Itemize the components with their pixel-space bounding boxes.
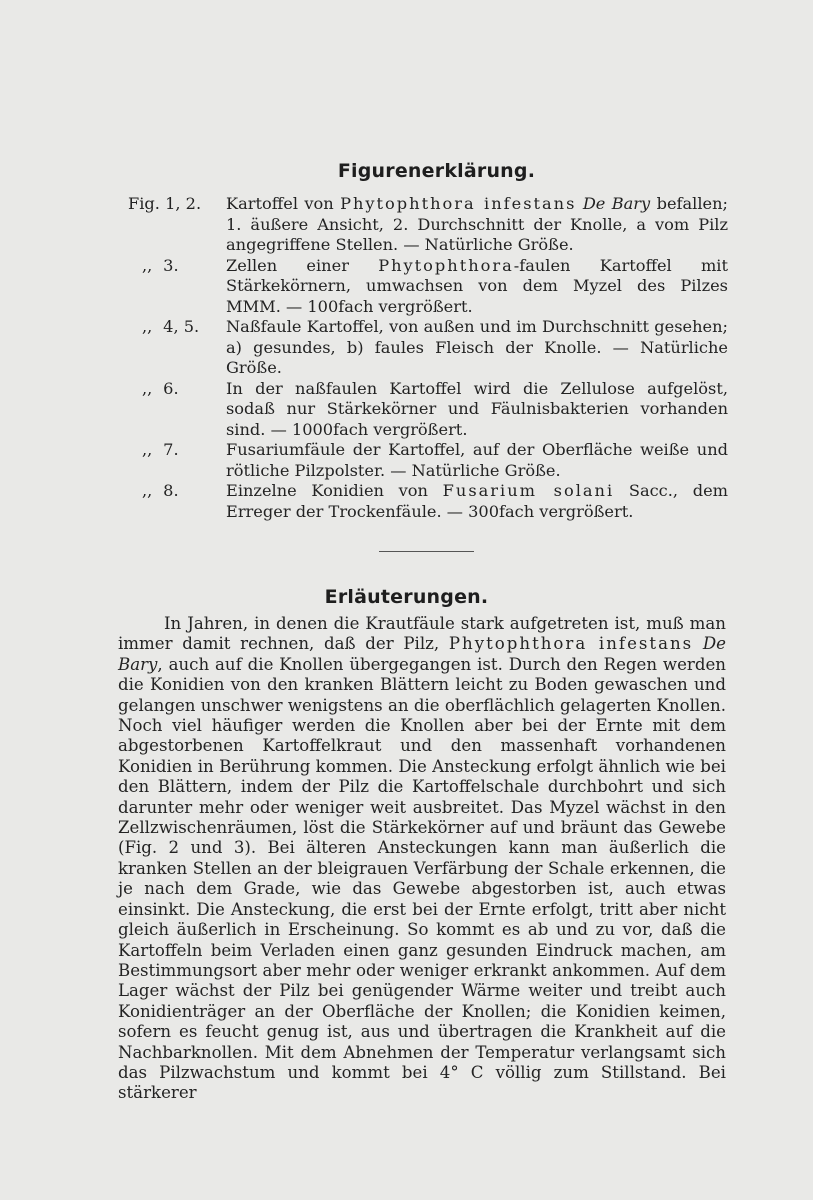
caption-text: Sacc., dem Erreger der Trockenfäule. — 300fach vergrößert. (226, 481, 729, 521)
figure-number: 1, 2. (165, 194, 202, 213)
figure-number: 8. (163, 481, 179, 500)
figure-caption (226, 256, 728, 318)
caption-text: Einzelne Konidien von (226, 481, 443, 500)
figure-entry-7 (128, 440, 728, 481)
figure-entry-8 (128, 481, 728, 522)
figure-label (128, 481, 226, 522)
species-name: Fusarium solani (442, 481, 615, 500)
figure-label (128, 379, 226, 441)
figure-caption: Naßfaule Kartoffel, von außen und im Durchschnitt gesehen; a) gesundes, b) faules Fleisch der Knolle. — Natürliche Größe. (226, 317, 728, 377)
species-name: Phytophthora infestans (340, 194, 577, 213)
ditto-mark: ,, (142, 317, 153, 336)
section-divider (379, 551, 474, 552)
ditto-mark: ,, (142, 255, 153, 275)
figure-caption: In der naßfaulen Kartoffel wird die Zellulose aufgelöst, sodaß nur Stärkekörner und Fäulnisbakterien vorhanden sind. — 1000fach vergrößert. (226, 378, 728, 439)
figure-entry-4-5 (128, 317, 728, 379)
caption-text: -faulen Kartoffel mit Stärkekörnern, umwachsen von dem Myzel des Pilzes MMM. — 100fach vergrößert. (226, 255, 728, 316)
caption-text: befallen; 1. äußere Ansicht, 2. Durchschnitt der Knolle, a vom Pilz angegriffene Stellen. — Natürliche Größe. (226, 194, 728, 254)
figure-number: 6. (163, 378, 179, 398)
figure-number: 4, 5. (163, 317, 200, 336)
ditto-mark: ,, (142, 440, 153, 459)
figure-legend-heading: Figurenerklärung. (337, 160, 536, 182)
explanations-body (118, 614, 726, 1104)
figure-label (128, 317, 226, 379)
species-name: Phytophthora (378, 255, 514, 275)
ditto-mark: ,, (142, 481, 153, 500)
body-paragraph (118, 614, 726, 1104)
species-author: De Bary (118, 634, 726, 674)
figure-number: 7. (163, 440, 179, 459)
figure-label (128, 440, 226, 481)
figure-caption: Fusariumfäule der Kartoffel, auf der Oberfläche weiße und rötliche Pilzpolster. — Natürliche Größe. (226, 440, 728, 480)
figure-legend-list (128, 194, 728, 522)
body-text-part: , auch auf die Knollen übergegangen ist. Durch den Regen werden die Konidien von den kranken Blättern leicht zu Boden gewaschen und gelangen unschwer wenigstens an die oberflächlich gelagerten Knollen. Noch viel häufiger werden die Knollen aber bei der Ernte mit dem abgestorbenen Kartoffelkraut und den massenhaft vorhandenen Konidien in Berührung kommen. Die Ansteckung erfolgt ähnlich wie bei den Blättern, indem der Pilz die Kartoffelschale durchbohrt und sich darunter mehr oder weniger weit ausbreitet. Das Myzel wächst in den Zellzwischenräumen, löst die Stärkekörner auf und bräunt das Gewebe (Fig. 2 und 3). Bei älteren Ansteckungen kann man äußerlich die kranken Stellen an der bleigrauen Verfärbung der Schale erkennen, die je nach dem Grade, wie das Gewebe abgestorben ist, auch etwas einsinkt. Die Ansteckung, die erst bei der Ernte erfolgt, tritt aber nicht gleich äußerlich in Erscheinung. So kommt es ab und zu vor, daß die Kartoffeln beim Verladen einen ganz gesunden Eindruck machen, am Bestimmungsort aber mehr oder weniger erkrankt ankommen. Auf dem Lager wächst der Pilz bei genügender Wärme weiter und treibt auch Konidienträger an der Oberfläche der Knollen; die Konidien keimen, sofern es feucht genug ist, aus und übertragen die Krankheit auf die Nachbarknollen. Mit dem Abnehmen der Temperatur verlangsamt sich das Pilzwachstum und kommt bei 4° C völlig zum Stillstand. Bei stärkerer (118, 654, 726, 1103)
species-name: Phytophthora infestans (448, 634, 694, 654)
figure-prefix: Fig. (128, 194, 160, 213)
species-author: De Bary (582, 194, 651, 213)
caption-text: Kartoffel von (226, 194, 341, 213)
figure-label (128, 194, 226, 256)
figure-label (128, 256, 226, 318)
explanations-heading: Erläuterungen. (324, 586, 489, 608)
figure-number: 3. (163, 255, 179, 275)
ditto-mark: ,, (142, 378, 153, 398)
body-text-part: In Jahren, in denen die Krautfäule stark aufgetreten ist, muß man immer damit rechnen, daß der Pilz, (118, 614, 726, 654)
figure-caption (226, 194, 728, 256)
figure-caption (226, 481, 728, 522)
figure-entry-1-2 (128, 194, 728, 256)
figure-entry-3 (128, 256, 728, 318)
figure-entry-6 (128, 379, 728, 441)
caption-text: Zellen einer (226, 255, 379, 275)
